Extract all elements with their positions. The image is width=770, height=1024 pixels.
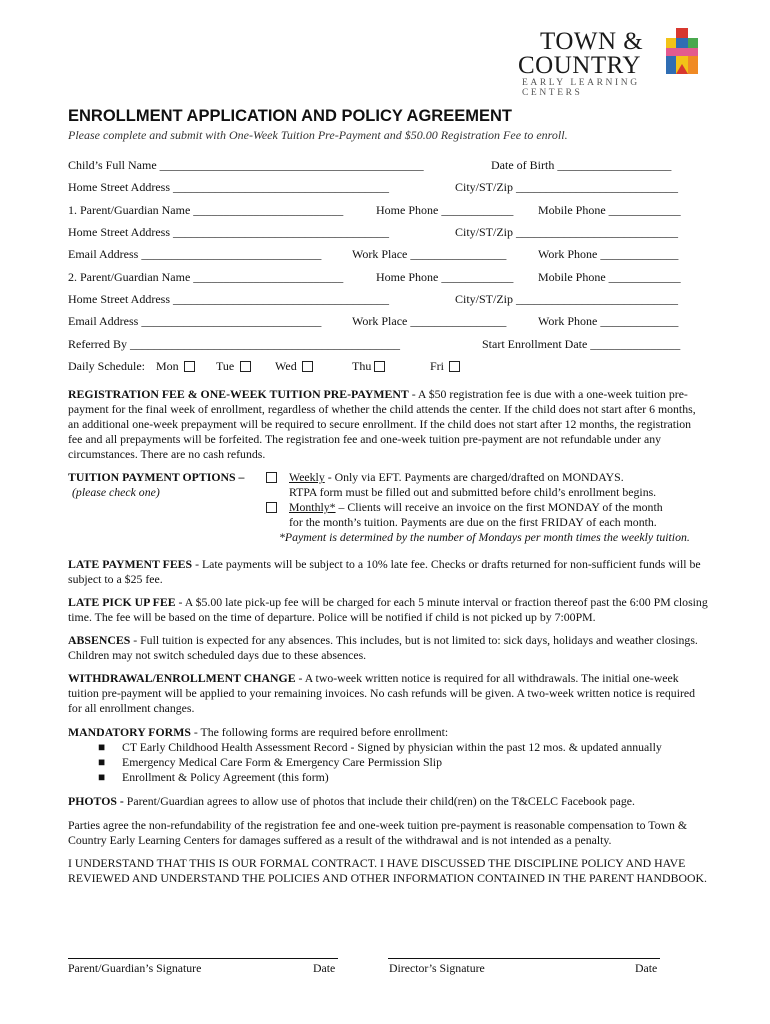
- parent2-home-phone-field[interactable]: Home Phone ____________: [376, 270, 514, 284]
- late-payment-heading: LATE PAYMENT FEES: [68, 557, 193, 571]
- logo-tagline: EARLY LEARNING CENTERS: [522, 78, 640, 98]
- parties-section: Parties agree the non-refundability of the registration fee and one-week tuition pre-payment is reasonable compensation to Town & Country Early Learning Centers for damages suffered as a result of the withdrawal and is not intended as a penalty.: [68, 818, 688, 847]
- weekly-text: - Only via EFT. Payments are charged/drafted on MONDAYS.: [324, 470, 624, 484]
- start-enrollment-date-field[interactable]: Start Enrollment Date _______________: [482, 337, 681, 351]
- absences-section: [68, 633, 708, 663]
- director-signature-line[interactable]: [388, 958, 660, 959]
- parent2-mobile-phone-field[interactable]: Mobile Phone ____________: [538, 270, 681, 284]
- absences-heading: ABSENCES: [68, 633, 131, 647]
- bullet-icon: ■: [98, 755, 106, 769]
- logo-line1: TOWN &: [540, 28, 644, 55]
- mandatory-item: Enrollment & Policy Agreement (this form): [122, 770, 329, 784]
- logo-line2: COUNTRY: [518, 52, 641, 79]
- late-pickup-heading: LATE PICK UP FEE: [68, 595, 176, 609]
- parent1-email-field[interactable]: Email Address ______________________________: [68, 247, 322, 261]
- contract-section: I UNDERSTAND THAT THIS IS OUR FORMAL CONTRACT. I HAVE DISCUSSED THE DISCIPLINE POLICY AND HAVE REVIEWED AND UNDERSTAND THE POLICIES AND OTHER INFORMATION CONTAINED IN THE PARENT HANDBOOK.: [68, 856, 707, 885]
- late-payment-section: [68, 557, 708, 587]
- schedule-fri-checkbox[interactable]: [449, 361, 460, 372]
- bullet-icon: ■: [98, 770, 106, 784]
- parent-signature-line[interactable]: [68, 958, 338, 959]
- parent2-work-phone-field[interactable]: Work Phone _____________: [538, 314, 679, 328]
- company-logo: [518, 28, 698, 98]
- mandatory-text: - The following forms are required before enrollment:: [190, 725, 449, 739]
- weekly-checkbox[interactable]: [266, 472, 277, 483]
- weekly-option: [289, 470, 624, 485]
- schedule-wed-label: Wed: [275, 359, 297, 373]
- page-subtitle: Please complete and submit with One-Week Tuition Pre-Payment and $50.00 Registration Fee to enroll.: [68, 128, 568, 142]
- parent1-work-phone-field[interactable]: Work Phone _____________: [538, 247, 679, 261]
- tuition-note: (please check one): [72, 485, 160, 499]
- mandatory-item: CT Early Childhood Health Assessment Record - Signed by physician within the past 12 mos. & updated annually: [122, 740, 662, 754]
- parent2-street-address-field[interactable]: Home Street Address ____________________________________: [68, 292, 389, 306]
- registration-text: - A $50 registration fee is due with a one-week tuition pre-payment for the final week of enrollment, regardless of whether the child attends the center. If the child does not start after 6 months, an additional one-week prepayment will be required to secure enrollment. If the child does not start after 12 months, the registration fee and all prepayments will be forfeited. The registration fee and one-week tuition pre-payment are not refundable under any circumstances. There are no cash refunds.: [68, 387, 696, 461]
- daily-schedule-label: Daily Schedule:: [68, 359, 145, 373]
- tuition-footnote: *Payment is determined by the number of Mondays per month times the weekly tuition.: [279, 530, 690, 544]
- mandatory-item: Emergency Medical Care Form & Emergency Care Permission Slip: [122, 755, 442, 769]
- monthly-option: [289, 500, 663, 515]
- monthly-label: Monthly*: [289, 500, 336, 514]
- director-signature-label: Director’s Signature: [389, 961, 485, 975]
- registration-heading: REGISTRATION FEE & ONE-WEEK TUITION PRE-PAYMENT: [68, 387, 409, 401]
- schedule-fri-label: Fri: [430, 359, 445, 373]
- late-payment-text: - Late payments will be subject to a 10% late fee. Checks or drafts returned for non-sufficient funds will be subject to a $25 fee.: [68, 557, 701, 586]
- parent1-work-place-field[interactable]: Work Place ________________: [352, 247, 507, 261]
- date-of-birth-field[interactable]: Date of Birth ___________________: [491, 158, 672, 172]
- child-street-address-field[interactable]: Home Street Address ____________________________________: [68, 180, 389, 194]
- schedule-wed-checkbox[interactable]: [302, 361, 313, 372]
- registration-fee-section: [68, 387, 708, 462]
- child-name-field[interactable]: Child’s Full Name ____________________________________________: [68, 158, 424, 172]
- parent2-email-field[interactable]: Email Address ______________________________: [68, 314, 322, 328]
- parent-signature-label: Parent/Guardian’s Signature: [68, 961, 202, 975]
- withdrawal-heading: WITHDRAWAL/ENROLLMENT CHANGE: [68, 671, 296, 685]
- parent1-name-field[interactable]: 1. Parent/Guardian Name _________________________: [68, 203, 344, 217]
- parent1-city-field[interactable]: City/ST/Zip ___________________________: [455, 225, 679, 239]
- director-date-label: Date: [635, 961, 658, 975]
- absences-text: - Full tuition is expected for any absences. This includes, but is not limited to: sick days, holidays and weather closings. Children may not switch scheduled days due to these absences.: [68, 633, 698, 662]
- parent2-city-field[interactable]: City/ST/Zip ___________________________: [455, 292, 679, 306]
- monthly-text: – Clients will receive an invoice on the first MONDAY of the month: [335, 500, 663, 514]
- child-city-field[interactable]: City/ST/Zip ___________________________: [455, 180, 679, 194]
- monthly-checkbox[interactable]: [266, 502, 277, 513]
- weekly-text-2: RTPA form must be filled out and submitted before child’s enrollment begins.: [289, 485, 657, 499]
- mandatory-heading: MANDATORY FORMS: [68, 725, 191, 739]
- monthly-text-2: for the month’s tuition. Payments are due on the first FRIDAY of each month.: [289, 515, 657, 529]
- page-title: ENROLLMENT APPLICATION AND POLICY AGREEMENT: [68, 107, 512, 125]
- weekly-label: Weekly: [289, 470, 325, 484]
- schedule-mon-label: Mon: [156, 359, 179, 373]
- parent1-mobile-phone-field[interactable]: Mobile Phone ____________: [538, 203, 681, 217]
- parent1-street-address-field[interactable]: Home Street Address ____________________________________: [68, 225, 389, 239]
- parent1-home-phone-field[interactable]: Home Phone ____________: [376, 203, 514, 217]
- withdrawal-section: [68, 671, 708, 716]
- photos-section: [68, 794, 708, 809]
- referred-by-field[interactable]: Referred By _____________________________________________: [68, 337, 400, 351]
- schedule-mon-checkbox[interactable]: [184, 361, 195, 372]
- schedule-tue-label: Tue: [216, 359, 235, 373]
- parent-date-label: Date: [313, 961, 336, 975]
- photos-text: Parent/Guardian agrees to allow use of photos that include their child(ren) on the T&CELC Facebook page.: [123, 794, 635, 808]
- withdrawal-text: - A two-week written notice is required for all withdrawals. The initial one-week tuition pre-payment will be applied to your remaining invoices. No cash refunds will be given. A two-week written notice is required for all enrollment changes.: [68, 671, 696, 715]
- building-blocks-icon: [664, 28, 700, 76]
- late-pickup-text: - A $5.00 late pick-up fee will be charged for each 5 minute interval or fraction thereof past the 6:00 PM closing time. The fee will be based on the time of departure. Police will be notified if child is not picked up by 7:00PM.: [68, 595, 708, 624]
- schedule-thu-label: Thu: [352, 359, 372, 373]
- schedule-thu-checkbox[interactable]: [374, 361, 385, 372]
- mandatory-forms-section: [68, 725, 708, 740]
- late-pickup-section: [68, 595, 708, 625]
- bullet-icon: ■: [98, 740, 106, 754]
- photos-heading: PHOTOS -: [68, 794, 124, 808]
- parent2-name-field[interactable]: 2. Parent/Guardian Name _________________________: [68, 270, 344, 284]
- parent2-work-place-field[interactable]: Work Place ________________: [352, 314, 507, 328]
- tuition-heading: TUITION PAYMENT OPTIONS –: [68, 470, 245, 484]
- schedule-tue-checkbox[interactable]: [240, 361, 251, 372]
